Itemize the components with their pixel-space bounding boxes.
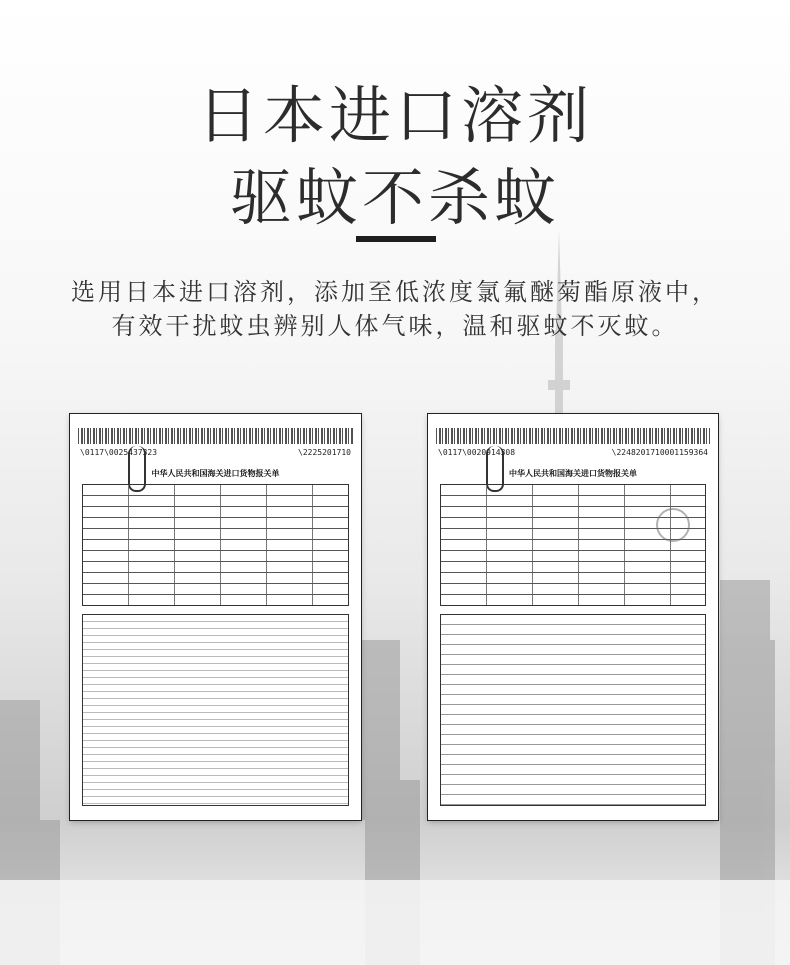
document-title: 中华人民共和国海关进口货物报关单 [151,469,280,478]
heading-line-1: 日本进口溶剂 [196,79,593,152]
declaration-form-grid [82,484,349,606]
barcode [78,428,353,444]
customs-declaration-document-1 [70,414,361,820]
heading-divider [356,236,436,242]
subtitle-line-2: 有效干扰蚊虫辨别人体气味，温和驱蚊不灭蚊。 [111,312,679,340]
document-number-left: \0117\0020914308 [438,448,516,457]
goods-list [82,614,349,806]
document-number-left: \0117\0025437323 [80,448,158,457]
document-title: 中华人民共和国海关进口货物报关单 [509,469,637,478]
heading-line-2: 驱蚊不杀蚊 [229,161,560,234]
document-number-right: \2225201710 [298,448,351,457]
subtitle-line-1: 选用日本进口溶剂，添加至低浓度氯氟醚菊酯原液中， [71,278,719,306]
barcode [436,428,710,444]
declaration-form-grid [440,484,706,606]
goods-list [440,614,706,806]
document-number-right: \2248201710001159364 [611,448,708,457]
stamp-mark [656,508,690,542]
customs-declaration-document-2 [428,414,718,820]
